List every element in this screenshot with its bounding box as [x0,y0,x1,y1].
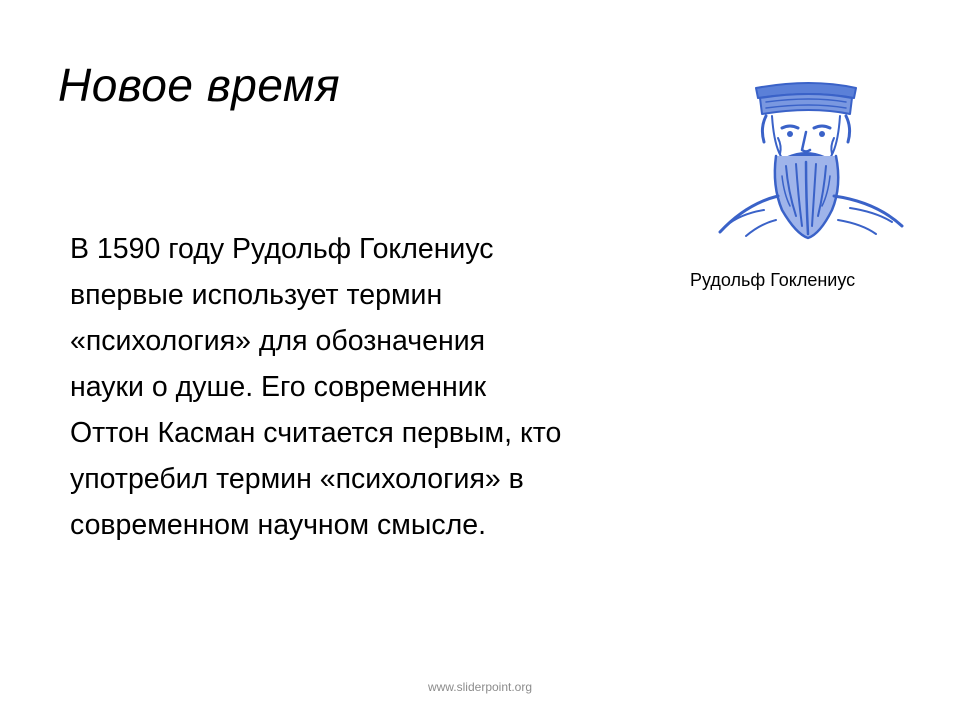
slide-body-text [70,226,670,548]
body-line: науки о душе. Его современник [70,371,487,403]
slide-title: Новое время [58,59,341,111]
body-line: В 1590 году Рудольф Гоклениус [70,233,494,265]
footer-url: www.sliderpoint.org [427,680,533,694]
portrait-engraving-icon [716,76,906,252]
portrait-caption: Рудольф Гоклениус [690,270,856,290]
body-line: впервые использует термин [70,279,443,311]
body-line: современном научном смысле. [70,509,486,541]
body-line: «психология» для обозначения [70,325,486,357]
body-line: употребил термин «психология» в [70,463,524,495]
body-line: Оттон Касман считается первым, кто [70,417,562,449]
